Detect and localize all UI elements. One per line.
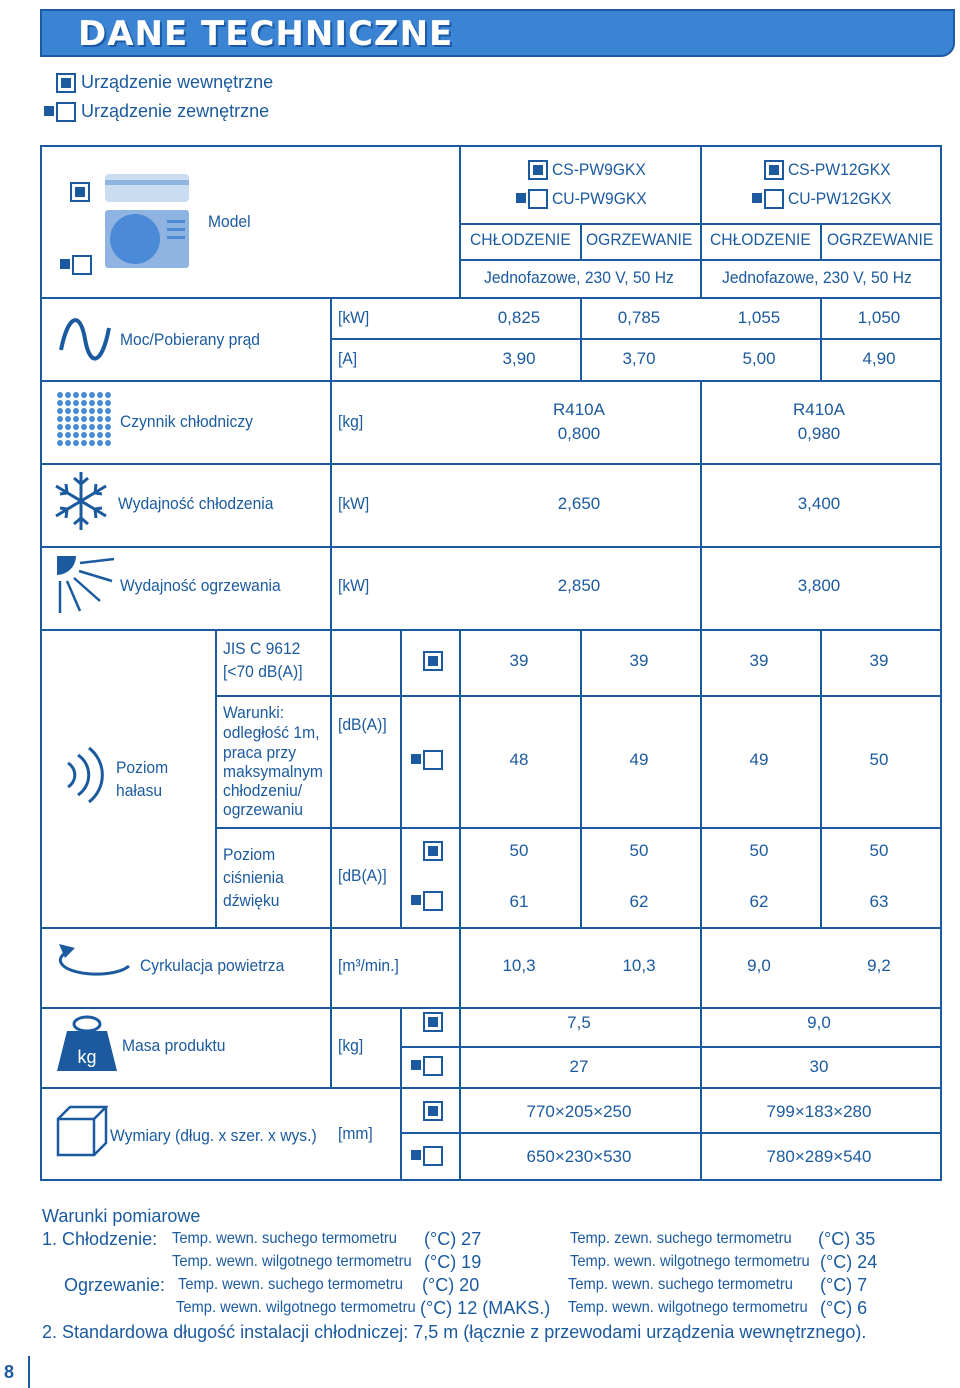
- page-number: 8: [4, 1362, 15, 1382]
- sound-power-label-1: ciśnienia: [223, 868, 284, 887]
- notes-title: Warunki pomiarowe: [42, 1206, 201, 1226]
- notes-l1-desc2: Temp. zewn. suchego termometru: [570, 1230, 792, 1247]
- sound-power-out-4: 63: [869, 892, 889, 911]
- noise-cond-4: chłodzeniu/: [223, 781, 303, 800]
- weight-icon: [55, 1015, 119, 1073]
- notes-l3-desc1: Temp. wewn. suchego termometru: [178, 1276, 403, 1293]
- airflow-label: Cyrkulacja powietrza: [140, 956, 285, 975]
- noise-in-3: 39: [749, 651, 769, 670]
- mode-cooling-1: CHŁODZENIE: [470, 230, 571, 249]
- indoor-unit-icon: [764, 160, 784, 180]
- notes-l1-val2: (°C) 35: [818, 1229, 876, 1249]
- model1-indoor: CS-PW9GKX: [552, 160, 646, 179]
- noise-jis-2: [<70 dB(A)]: [223, 662, 303, 681]
- mode-heating-1: OGRZEWANIE: [586, 230, 693, 249]
- power-a-4: 4,90: [862, 349, 896, 368]
- sound-power-label-0: Poziom: [223, 845, 276, 864]
- refrigerant-amount-1: 0,800: [557, 424, 601, 443]
- noise-out-3: 49: [749, 750, 769, 769]
- sound-power-out-1: 61: [509, 892, 529, 911]
- mass-out-1: 27: [569, 1057, 589, 1076]
- indoor-unit-icon: [528, 160, 548, 180]
- refrigerant-amount-2: 0,980: [797, 424, 841, 443]
- page-edge-line: [28, 1356, 30, 1388]
- dims-unit: [mm]: [338, 1124, 373, 1143]
- sound-power-label-2: dźwięku: [223, 891, 280, 910]
- power-unit-a: [A]: [338, 349, 358, 368]
- cooling-capacity-1: 2,650: [557, 494, 601, 513]
- power-a-1: 3,90: [502, 349, 536, 368]
- model2-outdoor: CU-PW12GKX: [788, 189, 892, 208]
- airflow-3: 9,0: [747, 956, 771, 975]
- noise-unit: [dB(A)]: [338, 715, 387, 734]
- sound-power-in-2: 50: [629, 841, 649, 860]
- mode-cooling-2: CHŁODZENIE: [710, 230, 811, 249]
- noise-in-1: 39: [509, 651, 529, 670]
- noise-in-4: 39: [869, 651, 889, 670]
- sine-wave-icon: [58, 310, 113, 368]
- indoor-unit-icon: [70, 182, 90, 202]
- power-unit-kw: [kW]: [338, 308, 370, 327]
- notes-heating-label: Ogrzewanie:: [64, 1275, 166, 1295]
- noise-out-4: 50: [869, 750, 889, 769]
- sound-power-in-1: 50: [509, 841, 529, 860]
- sound-power-in-3: 50: [749, 841, 769, 860]
- notes-l2-desc2: Temp. wewn. wilgotnego termometru: [570, 1253, 810, 1270]
- noise-cond-0: Warunki:: [223, 703, 285, 722]
- noise-in-2: 39: [629, 651, 649, 670]
- refrigerant-type-1: R410A: [553, 400, 605, 419]
- snowflake-icon: [52, 470, 110, 532]
- airflow-2: 10,3: [622, 956, 656, 975]
- model1-outdoor: CU-PW9GKX: [552, 189, 647, 208]
- airflow-unit: [m³/min.]: [338, 956, 399, 975]
- noise-cond-1: odległość 1m,: [223, 723, 320, 742]
- noise-cond-3: maksymalnym: [223, 762, 323, 781]
- outdoor-unit-icon: [423, 891, 443, 911]
- notes-line-2: 2. Standardowa długość instalacji chłodniczej: 7,5 m (łącznie z przewodami urządzenia wewnętrznego).: [42, 1322, 867, 1342]
- outdoor-unit-icon: [423, 1056, 443, 1076]
- noise-out-2: 49: [629, 750, 649, 769]
- notes-l4-val2: (°C) 6: [820, 1298, 868, 1318]
- indoor-unit-icon: [423, 1101, 443, 1121]
- indoor-unit-icon: [423, 841, 443, 861]
- mass-unit: [kg]: [338, 1036, 364, 1055]
- notes-l1-val1: (°C) 27: [424, 1229, 482, 1249]
- noise-cond-2: praca przy: [223, 743, 297, 762]
- legend-indoor: [56, 72, 273, 93]
- refrigerant-dots-icon: [55, 390, 111, 450]
- model2-indoor: CS-PW12GKX: [788, 160, 891, 179]
- outdoor-unit-icon: [764, 189, 784, 209]
- dims-in-1: 770×205×250: [526, 1102, 632, 1121]
- outdoor-unit-icon: [423, 1146, 443, 1166]
- power-kw-3: 1,055: [737, 308, 781, 327]
- refrigerant-label: Czynnik chłodniczy: [120, 412, 253, 431]
- power-supply-2: Jednofazowe, 230 V, 50 Hz: [722, 268, 912, 287]
- airflow-1: 10,3: [502, 956, 536, 975]
- box-dimensions-icon: [56, 1105, 108, 1157]
- power-kw-2: 0,785: [617, 308, 661, 327]
- sound-waves-icon: [62, 745, 110, 805]
- noise-out-1: 48: [509, 750, 529, 769]
- page-header-bar: [40, 9, 955, 57]
- page-title: DANE TECHNICZNE: [78, 14, 454, 54]
- notes-l4-desc2: Temp. wewn. wilgotnego termometru: [568, 1299, 808, 1316]
- noise-label-1: Poziom: [116, 758, 169, 777]
- outdoor-unit-icon: [528, 189, 548, 209]
- outdoor-unit-icon: [423, 750, 443, 770]
- notes-l4-desc1: Temp. wewn. wilgotnego termometru: [176, 1299, 416, 1316]
- weight-icon-text: kg: [77, 1047, 97, 1067]
- notes-l3-val2: (°C) 7: [820, 1275, 868, 1295]
- notes-l2-desc1: Temp. wewn. wilgotnego termometru: [172, 1253, 412, 1270]
- heating-capacity-label: Wydajność ogrzewania: [120, 576, 281, 595]
- power-kw-4: 1,050: [857, 308, 901, 327]
- refrigerant-unit: [kg]: [338, 412, 364, 431]
- air-conditioner-icon: [103, 172, 193, 272]
- notes-l4-val1: (°C) 12 (MAKS.): [420, 1298, 551, 1318]
- noise-jis-1: JIS C 9612: [223, 639, 301, 658]
- power-label: Moc/Pobierany prąd: [120, 330, 260, 349]
- noise-label-2: hałasu: [116, 781, 163, 800]
- legend-outdoor-label: Urządzenie zewnętrzne: [81, 101, 270, 121]
- cooling-capacity-2: 3,400: [797, 494, 841, 513]
- notes-l2-val2: (°C) 24: [820, 1252, 878, 1272]
- sound-power-in-4: 50: [869, 841, 889, 860]
- power-supply-1: Jednofazowe, 230 V, 50 Hz: [484, 268, 674, 287]
- airflow-4: 9,2: [867, 956, 891, 975]
- indoor-unit-icon: [423, 1012, 443, 1032]
- notes-cooling-label: 1. Chłodzenie:: [42, 1229, 158, 1249]
- model-label: Model: [208, 212, 251, 231]
- heating-capacity-2: 3,800: [797, 576, 841, 595]
- legend-outdoor: [56, 101, 269, 122]
- cooling-capacity-unit: [kW]: [338, 494, 370, 513]
- indoor-unit-icon: [56, 73, 76, 93]
- cooling-capacity-label: Wydajność chłodzenia: [118, 494, 274, 513]
- noise-cond-5: ogrzewaniu: [223, 800, 303, 819]
- heating-capacity-1: 2,850: [557, 576, 601, 595]
- power-a-2: 3,70: [622, 349, 656, 368]
- notes-l2-val1: (°C) 19: [424, 1252, 482, 1272]
- mode-heating-2: OGRZEWANIE: [827, 230, 934, 249]
- dims-out-1: 650×230×530: [526, 1147, 632, 1166]
- indoor-unit-icon: [423, 651, 443, 671]
- dims-label: Wymiary (dług. x szer. x wys.): [110, 1126, 317, 1145]
- dims-out-2: 780×289×540: [766, 1147, 872, 1166]
- refrigerant-type-2: R410A: [793, 400, 845, 419]
- dims-in-2: 799×183×280: [766, 1102, 872, 1121]
- mass-in-1: 7,5: [567, 1013, 591, 1032]
- legend-indoor-label: Urządzenie wewnętrzne: [81, 72, 274, 92]
- mass-out-2: 30: [809, 1057, 829, 1076]
- notes-l1-desc1: Temp. wewn. suchego termometru: [172, 1230, 397, 1247]
- power-kw-1: 0,825: [497, 308, 541, 327]
- notes-l3-desc2: Temp. wewn. suchego termometru: [568, 1276, 793, 1293]
- mass-in-2: 9,0: [807, 1013, 831, 1032]
- sound-power-out-2: 62: [629, 892, 649, 911]
- airflow-arrow-icon: [55, 940, 139, 982]
- sound-power-unit: [dB(A)]: [338, 866, 387, 885]
- mass-label: Masa produktu: [122, 1036, 226, 1055]
- heating-capacity-unit: [kW]: [338, 576, 370, 595]
- power-a-3: 5,00: [742, 349, 776, 368]
- sound-power-out-3: 62: [749, 892, 769, 911]
- outdoor-unit-icon: [56, 102, 76, 122]
- outdoor-unit-icon: [72, 255, 92, 275]
- notes-l3-val1: (°C) 20: [422, 1275, 480, 1295]
- heat-rays-icon: [54, 553, 116, 615]
